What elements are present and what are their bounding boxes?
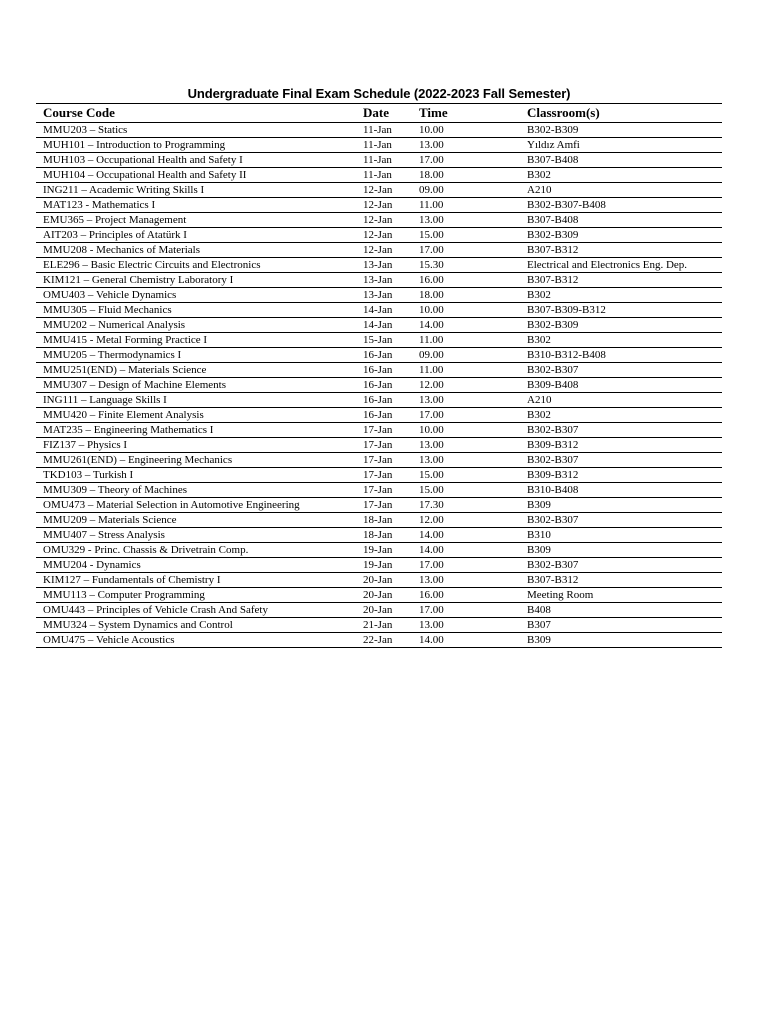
cell-classroom: B309 — [499, 543, 722, 558]
cell-date: 21-Jan — [362, 618, 417, 633]
table-row — [36, 123, 722, 138]
table-row — [36, 138, 722, 153]
cell-classroom: B309-B312 — [499, 468, 722, 483]
cell-time: 18.00 — [417, 168, 499, 183]
cell-classroom: A210 — [499, 183, 722, 198]
cell-date: 20-Jan — [362, 603, 417, 618]
cell-classroom: B302-B309 — [499, 123, 722, 138]
cell-time: 13.00 — [417, 453, 499, 468]
cell-course: MMU208 - Mechanics of Materials — [36, 243, 362, 258]
cell-classroom: B302 — [499, 168, 722, 183]
cell-course: OMU473 – Material Selection in Automotive Engineering — [36, 498, 362, 513]
cell-time: 09.00 — [417, 348, 499, 363]
table-row — [36, 153, 722, 168]
cell-course: ELE296 – Basic Electric Circuits and Electronics — [36, 258, 362, 273]
table-row — [36, 528, 722, 543]
cell-time: 14.00 — [417, 318, 499, 333]
cell-time: 14.00 — [417, 633, 499, 648]
cell-course: MMU324 – System Dynamics and Control — [36, 618, 362, 633]
cell-classroom: B302 — [499, 288, 722, 303]
cell-date: 11-Jan — [362, 168, 417, 183]
table-row — [36, 543, 722, 558]
cell-time: 17.00 — [417, 603, 499, 618]
cell-time: 13.00 — [417, 618, 499, 633]
header-classrooms: Classroom(s) — [499, 104, 722, 123]
table-row — [36, 168, 722, 183]
cell-time: 17.00 — [417, 408, 499, 423]
table-row — [36, 438, 722, 453]
cell-course: MMU307 – Design of Machine Elements — [36, 378, 362, 393]
cell-course: MMU113 – Computer Programming — [36, 588, 362, 603]
cell-classroom: B307 — [499, 618, 722, 633]
cell-time: 17.00 — [417, 153, 499, 168]
cell-time: 15.30 — [417, 258, 499, 273]
cell-time: 12.00 — [417, 513, 499, 528]
cell-date: 22-Jan — [362, 633, 417, 648]
cell-classroom: B307-B408 — [499, 153, 722, 168]
table-header-row — [36, 104, 722, 123]
table-row — [36, 408, 722, 423]
table-row — [36, 318, 722, 333]
table-row — [36, 303, 722, 318]
cell-course: KIM127 – Fundamentals of Chemistry I — [36, 573, 362, 588]
cell-classroom: B302-B307 — [499, 423, 722, 438]
table-row — [36, 348, 722, 363]
cell-classroom: B302-B309 — [499, 318, 722, 333]
cell-classroom: B307-B312 — [499, 243, 722, 258]
cell-date: 12-Jan — [362, 213, 417, 228]
cell-course: MMU420 – Finite Element Analysis — [36, 408, 362, 423]
table-row — [36, 333, 722, 348]
table-row — [36, 258, 722, 273]
cell-date: 16-Jan — [362, 378, 417, 393]
table-row — [36, 423, 722, 438]
cell-date: 20-Jan — [362, 588, 417, 603]
cell-date: 17-Jan — [362, 498, 417, 513]
cell-classroom: B302-B309 — [499, 228, 722, 243]
cell-course: MMU261(END) – Engineering Mechanics — [36, 453, 362, 468]
cell-time: 12.00 — [417, 378, 499, 393]
cell-time: 10.00 — [417, 123, 499, 138]
cell-course: EMU365 – Project Management — [36, 213, 362, 228]
cell-course: OMU403 – Vehicle Dynamics — [36, 288, 362, 303]
cell-course: MMU309 – Theory of Machines — [36, 483, 362, 498]
cell-classroom: B310-B408 — [499, 483, 722, 498]
cell-date: 19-Jan — [362, 543, 417, 558]
cell-course: FIZ137 – Physics I — [36, 438, 362, 453]
cell-time: 16.00 — [417, 273, 499, 288]
cell-date: 16-Jan — [362, 348, 417, 363]
cell-classroom: B307-B408 — [499, 213, 722, 228]
cell-course: MMU407 – Stress Analysis — [36, 528, 362, 543]
cell-course: MUH104 – Occupational Health and Safety II — [36, 168, 362, 183]
cell-classroom: B309-B408 — [499, 378, 722, 393]
cell-date: 14-Jan — [362, 318, 417, 333]
cell-classroom: B302 — [499, 333, 722, 348]
cell-time: 13.00 — [417, 138, 499, 153]
table-row — [36, 588, 722, 603]
cell-classroom: B408 — [499, 603, 722, 618]
cell-time: 15.00 — [417, 228, 499, 243]
cell-course: MMU203 – Statics — [36, 123, 362, 138]
header-time: Time — [417, 104, 499, 123]
cell-course: ING111 – Language Skills I — [36, 393, 362, 408]
cell-date: 16-Jan — [362, 363, 417, 378]
table-row — [36, 453, 722, 468]
table-row — [36, 363, 722, 378]
cell-date: 16-Jan — [362, 393, 417, 408]
cell-course: ING211 – Academic Writing Skills I — [36, 183, 362, 198]
cell-time: 13.00 — [417, 573, 499, 588]
cell-time: 10.00 — [417, 303, 499, 318]
table-row — [36, 618, 722, 633]
cell-classroom: B307-B309-B312 — [499, 303, 722, 318]
table-row — [36, 468, 722, 483]
cell-course: MAT123 - Mathematics I — [36, 198, 362, 213]
cell-course: AIT203 – Principles of Atatürk I — [36, 228, 362, 243]
cell-course: KIM121 – General Chemistry Laboratory I — [36, 273, 362, 288]
cell-date: 15-Jan — [362, 333, 417, 348]
table-row — [36, 183, 722, 198]
cell-date: 11-Jan — [362, 138, 417, 153]
cell-date: 17-Jan — [362, 453, 417, 468]
header-course-code: Course Code — [36, 104, 362, 123]
cell-course: MMU202 – Numerical Analysis — [36, 318, 362, 333]
cell-time: 17.00 — [417, 558, 499, 573]
cell-course: MAT235 – Engineering Mathematics I — [36, 423, 362, 438]
cell-date: 18-Jan — [362, 513, 417, 528]
cell-classroom: B302-B307 — [499, 363, 722, 378]
cell-date: 13-Jan — [362, 288, 417, 303]
cell-classroom: Meeting Room — [499, 588, 722, 603]
cell-course: OMU329 - Princ. Chassis & Drivetrain Comp. — [36, 543, 362, 558]
table-row — [36, 228, 722, 243]
cell-time: 16.00 — [417, 588, 499, 603]
cell-course: MMU205 – Thermodynamics I — [36, 348, 362, 363]
cell-date: 13-Jan — [362, 273, 417, 288]
cell-classroom: Yıldız Amfi — [499, 138, 722, 153]
cell-time: 11.00 — [417, 333, 499, 348]
cell-time: 15.00 — [417, 468, 499, 483]
table-row — [36, 273, 722, 288]
cell-date: 19-Jan — [362, 558, 417, 573]
table-row — [36, 603, 722, 618]
cell-time: 14.00 — [417, 543, 499, 558]
cell-course: OMU475 – Vehicle Acoustics — [36, 633, 362, 648]
cell-classroom: B302-B307 — [499, 513, 722, 528]
table-row — [36, 483, 722, 498]
cell-classroom: B302-B307 — [499, 558, 722, 573]
table-body — [36, 123, 722, 648]
table-row — [36, 513, 722, 528]
cell-time: 15.00 — [417, 483, 499, 498]
cell-course: MMU415 - Metal Forming Practice I — [36, 333, 362, 348]
cell-time: 18.00 — [417, 288, 499, 303]
cell-classroom: B309 — [499, 633, 722, 648]
table-row — [36, 558, 722, 573]
header-date: Date — [362, 104, 417, 123]
cell-time: 17.30 — [417, 498, 499, 513]
cell-classroom: B309 — [499, 498, 722, 513]
cell-date: 12-Jan — [362, 198, 417, 213]
cell-time: 13.00 — [417, 438, 499, 453]
table-row — [36, 288, 722, 303]
exam-schedule-table — [36, 103, 722, 648]
cell-time: 11.00 — [417, 363, 499, 378]
cell-course: MMU209 – Materials Science — [36, 513, 362, 528]
cell-classroom: B307-B312 — [499, 273, 722, 288]
table-row — [36, 378, 722, 393]
cell-classroom: B302 — [499, 408, 722, 423]
cell-classroom: A210 — [499, 393, 722, 408]
cell-classroom: B310-B312-B408 — [499, 348, 722, 363]
cell-date: 13-Jan — [362, 258, 417, 273]
cell-course: OMU443 – Principles of Vehicle Crash And Safety — [36, 603, 362, 618]
cell-date: 12-Jan — [362, 243, 417, 258]
cell-classroom: B302-B307-B408 — [499, 198, 722, 213]
cell-date: 11-Jan — [362, 123, 417, 138]
cell-date: 17-Jan — [362, 483, 417, 498]
table-row — [36, 393, 722, 408]
cell-date: 16-Jan — [362, 408, 417, 423]
cell-time: 13.00 — [417, 393, 499, 408]
cell-time: 13.00 — [417, 213, 499, 228]
table-row — [36, 573, 722, 588]
cell-time: 14.00 — [417, 528, 499, 543]
cell-time: 17.00 — [417, 243, 499, 258]
cell-date: 12-Jan — [362, 183, 417, 198]
cell-date: 17-Jan — [362, 423, 417, 438]
cell-date: 18-Jan — [362, 528, 417, 543]
cell-course: MMU204 - Dynamics — [36, 558, 362, 573]
table-row — [36, 213, 722, 228]
cell-classroom: B307-B312 — [499, 573, 722, 588]
cell-date: 20-Jan — [362, 573, 417, 588]
document-title: Undergraduate Final Exam Schedule (2022-2023 Fall Semester) — [187, 86, 571, 101]
table-row — [36, 633, 722, 648]
cell-course: MUH101 – Introduction to Programming — [36, 138, 362, 153]
table-row — [36, 498, 722, 513]
table-row — [36, 198, 722, 213]
cell-classroom: Electrical and Electronics Eng. Dep. — [499, 258, 722, 273]
cell-time: 11.00 — [417, 198, 499, 213]
cell-classroom: B310 — [499, 528, 722, 543]
cell-date: 11-Jan — [362, 153, 417, 168]
table-row — [36, 243, 722, 258]
cell-date: 17-Jan — [362, 468, 417, 483]
cell-time: 09.00 — [417, 183, 499, 198]
cell-date: 14-Jan — [362, 303, 417, 318]
cell-time: 10.00 — [417, 423, 499, 438]
cell-course: MMU305 – Fluid Mechanics — [36, 303, 362, 318]
cell-classroom: B309-B312 — [499, 438, 722, 453]
cell-date: 17-Jan — [362, 438, 417, 453]
cell-course: MMU251(END) – Materials Science — [36, 363, 362, 378]
cell-date: 12-Jan — [362, 228, 417, 243]
cell-course: MUH103 – Occupational Health and Safety I — [36, 153, 362, 168]
cell-course: TKD103 – Turkish I — [36, 468, 362, 483]
cell-classroom: B302-B307 — [499, 453, 722, 468]
